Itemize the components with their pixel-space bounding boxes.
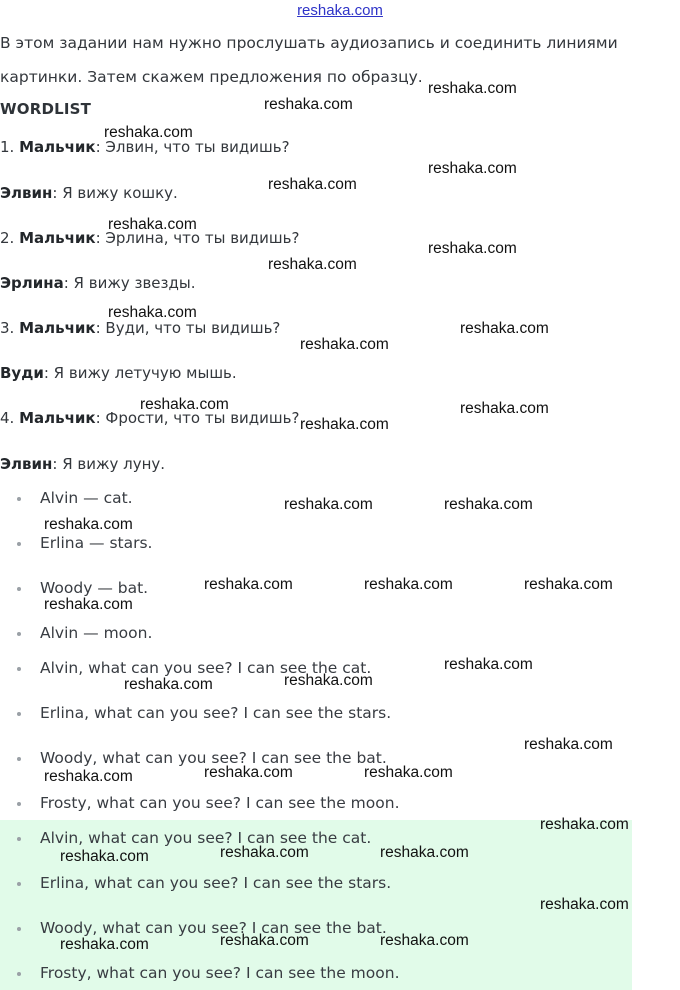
dialogue-speaker: Элвин [0,184,53,202]
watermark-text: reshaka.com [428,240,517,257]
dialogue-text: : Фрости, что ты видишь? [95,409,300,427]
watermark-text: reshaka.com [444,496,533,513]
watermark-text: reshaka.com [380,932,469,949]
dialogue-speaker: Вуди [0,364,44,382]
list-item-text: Woody, what can you see? I can see the bat. [40,919,387,937]
list-item-text: Alvin — moon. [40,624,153,642]
watermark-text: reshaka.com [204,576,293,593]
list-item-text: Woody, what can you see? I can see the bat. [40,749,387,767]
watermark-text: reshaka.com [300,416,389,433]
watermark-text: reshaka.com [364,576,453,593]
dialogue-line [0,364,237,382]
dialogue-text: : Я вижу звезды. [63,274,196,292]
watermark-text: reshaka.com [460,400,549,417]
watermark-text: reshaka.com [524,576,613,593]
bullet-icon [17,927,21,931]
watermark-text: reshaka.com [104,124,193,141]
dialogue-text: : Я вижу кошку. [52,184,178,202]
watermark-text: reshaka.com [140,396,229,413]
watermark-text: reshaka.com [124,676,213,693]
bullet-icon [17,757,21,761]
header-site-link[interactable]: reshaka.com [297,2,383,19]
watermark-text: reshaka.com [264,96,353,113]
dialogue-text: : Вуди, что ты видишь? [95,319,281,337]
watermark-text: reshaka.com [460,320,549,337]
watermark-text: reshaka.com [300,336,389,353]
list-item-text: Alvin, what can you see? I can see the cat. [40,829,372,847]
dialogue-line [0,455,165,473]
watermark-text: reshaka.com [284,496,373,513]
dialogue-text: : Я вижу летучую мышь. [43,364,237,382]
list-item-text: Erlina, what can you see? I can see the stars. [40,704,392,722]
bullet-icon [17,542,21,546]
bullet-icon [17,882,21,886]
watermark-text: reshaka.com [540,896,629,913]
dialogue-prefix: 1. [0,138,20,156]
list-item-text: Erlina, what can you see? I can see the stars. [40,874,392,892]
bullet-icon [17,712,21,716]
dialogue-speaker: Мальчик [19,229,96,247]
watermark-text: reshaka.com [44,596,133,613]
watermark-text: reshaka.com [540,816,629,833]
watermark-text: reshaka.com [364,764,453,781]
watermark-text: reshaka.com [428,80,517,97]
bullet-icon [17,802,21,806]
task-intro-text: В этом задании нам нужно прослушать аудиозапись и соединить линиями картинки. Затем скажем предложения по образцу. [0,34,618,86]
bullet-icon [17,632,21,636]
watermark-text: reshaka.com [108,216,197,233]
watermark-text: reshaka.com [60,848,149,865]
watermark-text: reshaka.com [444,656,533,673]
bullet-icon [17,587,21,591]
watermark-text: reshaka.com [428,160,517,177]
dialogue-line [0,184,178,202]
watermark-text: reshaka.com [220,932,309,949]
list-item-text: Frosty, what can you see? I can see the moon. [40,964,400,982]
bullet-icon [17,972,21,976]
watermark-text: reshaka.com [220,844,309,861]
watermark-text: reshaka.com [44,768,133,785]
wordlist-heading: WORDLIST [0,100,92,118]
watermark-text: reshaka.com [44,516,133,533]
dialogue-prefix: 3. [0,319,20,337]
bullet-icon [17,497,21,501]
dialogue-line [0,274,196,292]
watermark-text: reshaka.com [268,256,357,273]
bullet-icon [17,837,21,841]
dialogue-speaker: Мальчик [19,319,96,337]
watermark-text: reshaka.com [524,736,613,753]
watermark-text: reshaka.com [268,176,357,193]
dialogue-text: : Эрлина, что ты видишь? [95,229,300,247]
list-item-text: Woody — bat. [40,579,149,597]
dialogue-speaker: Эрлина [0,274,64,292]
watermark-text: reshaka.com [284,672,373,689]
dialogue-text: : Элвин, что ты видишь? [95,138,290,156]
dialogue-text: : Я вижу луну. [52,455,166,473]
dialogue-prefix: 4. [0,409,20,427]
list-item-text: Erlina — stars. [40,534,153,552]
dialogue-prefix: 2. [0,229,20,247]
list-item-text: Alvin, what can you see? I can see the cat. [40,659,372,677]
list-item-text: Frosty, what can you see? I can see the moon. [40,794,400,812]
dialogue-speaker: Элвин [0,455,53,473]
watermark-text: reshaka.com [108,304,197,321]
list-item-text: Alvin — cat. [40,489,133,507]
bullet-icon [17,667,21,671]
watermark-text: reshaka.com [60,936,149,953]
dialogue-speaker: Мальчик [19,409,96,427]
watermark-text: reshaka.com [204,764,293,781]
watermark-text: reshaka.com [380,844,469,861]
dialogue-speaker: Мальчик [19,138,96,156]
